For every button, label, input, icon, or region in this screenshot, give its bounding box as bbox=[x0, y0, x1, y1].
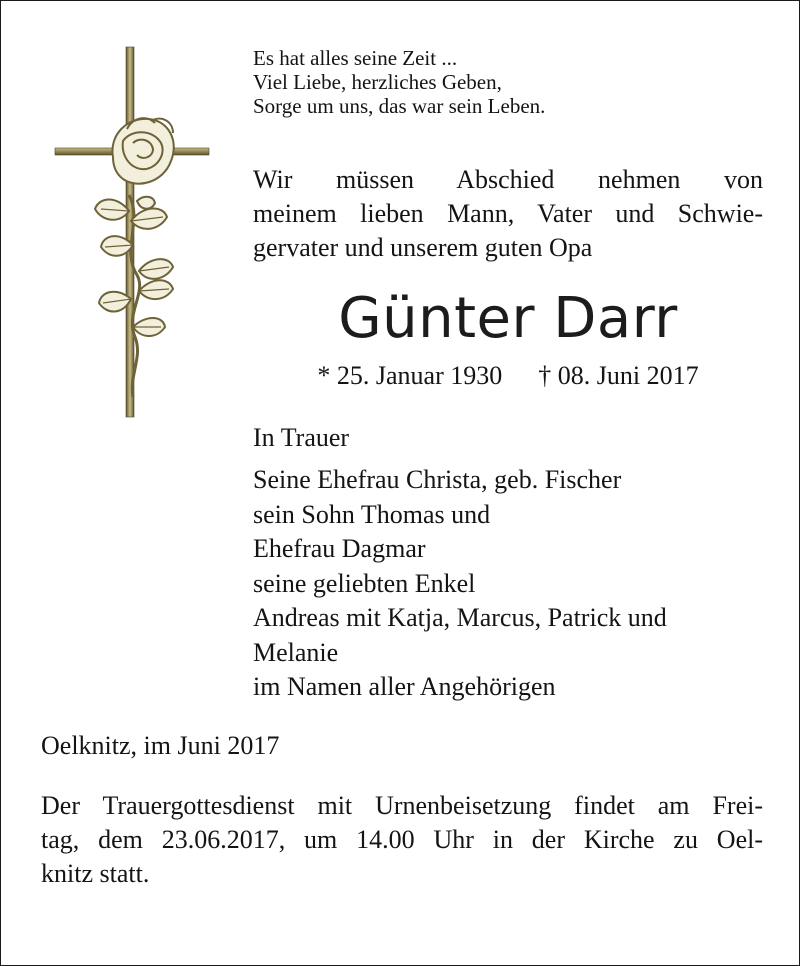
mourner-line: sein Sohn Thomas und bbox=[253, 499, 491, 529]
mourner-line: Ehefrau Dagmar bbox=[253, 534, 426, 563]
service-line: tag, dem 23.06.2017, um 14.00 Uhr in der Kirche zu Oel- bbox=[41, 825, 763, 854]
mourner-line: seine geliebten Enkel bbox=[253, 568, 476, 598]
farewell-text bbox=[253, 163, 763, 265]
life-dates bbox=[253, 359, 763, 393]
service-line: knitz statt. bbox=[41, 859, 150, 888]
death-date: † 08. Juni 2017 bbox=[538, 361, 699, 390]
poem bbox=[253, 46, 763, 118]
farewell-line: meinem lieben Mann, Vater und Schwie- bbox=[253, 199, 763, 228]
poem-line: Es hat alles seine Zeit ... bbox=[253, 46, 458, 70]
mourner-line: Andreas mit Katja, Marcus, Patrick und bbox=[253, 603, 667, 632]
cross-with-rose-icon bbox=[51, 45, 213, 423]
poem-line: Sorge um uns, das war sein Leben. bbox=[253, 94, 546, 118]
birth-date: * 25. Januar 1930 bbox=[317, 361, 503, 390]
mourner-line: Melanie bbox=[253, 637, 339, 667]
place-and-date: Oelknitz, im Juni 2017 bbox=[41, 731, 280, 760]
service-info bbox=[41, 789, 763, 891]
service-line: Der Trauergottesdienst mit Urnenbeisetzung findet am Frei- bbox=[41, 791, 763, 820]
mourner-line: im Namen aller Angehörigen bbox=[253, 672, 556, 701]
farewell-line: Wir müssen Abschied nehmen von bbox=[253, 165, 763, 194]
farewell-line: gervater und unserem guten Opa bbox=[253, 233, 593, 262]
poem-line: Viel Liebe, herzliches Geben, bbox=[253, 70, 502, 94]
mourner-line: Seine Ehefrau Christa, geb. Fischer bbox=[253, 465, 622, 494]
mourning-label: In Trauer bbox=[253, 423, 350, 452]
deceased-name: Günter Darr bbox=[338, 286, 678, 351]
mourners-list bbox=[253, 463, 773, 705]
